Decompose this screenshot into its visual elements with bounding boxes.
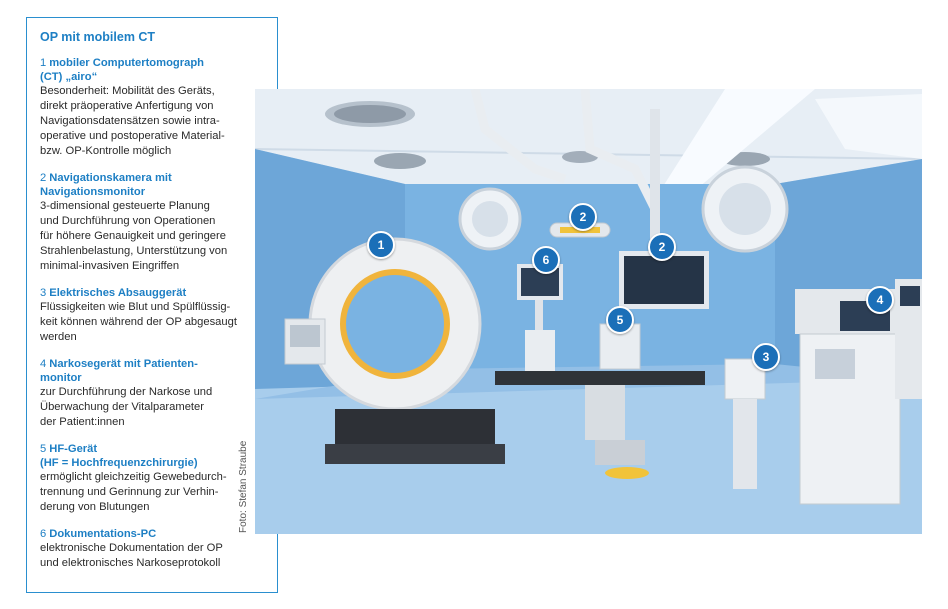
marker-badge: 5	[606, 306, 634, 334]
item-description: elektronische Dokumentation der OP und elektronisches Narkoseprotokoll	[40, 542, 223, 569]
list-item	[40, 357, 269, 430]
operating-room-photo	[255, 89, 922, 534]
item-heading-text: Navigationskamera mit Navigationsmonitor	[40, 172, 172, 198]
item-heading-text: Elektrisches Absauggerät	[49, 287, 187, 299]
photo-credit: Foto: Stefan Straube	[238, 440, 249, 533]
marker-badge: 2	[569, 203, 597, 231]
item-heading-text: Narkosegerät mit Patienten- monitor	[40, 358, 198, 384]
item-description: 3-dimensional gesteuerte Planung und Durchführung von Operationen für höhere Genauigkeit und geringere Strahlenbelastung, Unterstützung von minimal-invasiven Eingriffen	[40, 200, 228, 272]
marker-badge: 6	[532, 246, 560, 274]
item-heading	[40, 357, 269, 385]
item-description: Flüssigkeiten wie Blut und Spülflüssig- keit können während der OP abgesaugt werden	[40, 301, 237, 343]
marker-badge: 1	[367, 231, 395, 259]
item-number: 6	[40, 528, 47, 540]
info-title: OP mit mobilem CT	[40, 30, 156, 44]
item-heading-text: Dokumentations-PC	[49, 528, 157, 540]
list-item	[40, 286, 269, 345]
item-heading-text: HF-Gerät (HF = Hochfrequenzchirurgie)	[40, 443, 198, 469]
item-description: ermöglicht gleichzeitig Gewebedurch- trennung und Gerinnung zur Verhin- derung von Blutungen	[40, 471, 227, 513]
item-heading	[40, 56, 269, 84]
operating-room-illustration	[255, 89, 922, 534]
marker-badge: 4	[866, 286, 894, 314]
marker-badge: 2	[648, 233, 676, 261]
item-number: 4	[40, 358, 47, 370]
item-heading-text: mobiler Computertomograph (CT) „airo“	[40, 57, 204, 83]
item-number: 2	[40, 172, 47, 184]
list-item	[40, 527, 269, 571]
item-number: 5	[40, 443, 47, 455]
list-item	[40, 171, 269, 274]
item-number: 1	[40, 57, 47, 69]
item-number: 3	[40, 287, 47, 299]
marker-badge: 3	[752, 343, 780, 371]
item-heading	[40, 442, 269, 470]
item-heading	[40, 527, 269, 541]
item-heading	[40, 171, 269, 199]
item-description: zur Durchführung der Narkose und Überwachung der Vitalparameter der Patient:innen	[40, 386, 213, 428]
item-heading	[40, 286, 269, 300]
list-item	[40, 56, 269, 159]
list-item	[40, 442, 269, 515]
item-description: Besonderheit: Mobilität des Geräts, direkt präoperative Anfertigung von Navigationsdatensätzen sowie intra- operative und postoperative Material- bzw. OP-Kontrolle möglich	[40, 85, 225, 157]
